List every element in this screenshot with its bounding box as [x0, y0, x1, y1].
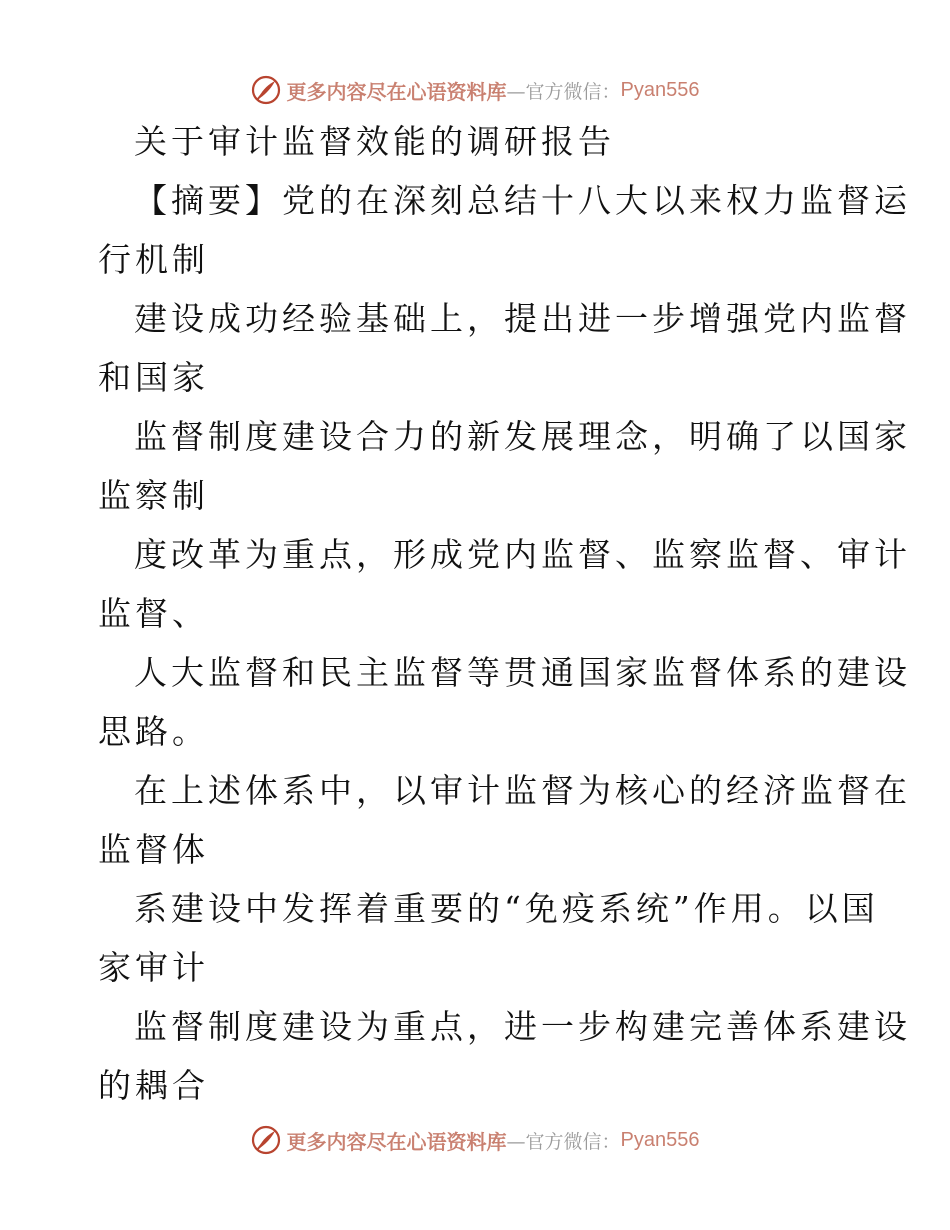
paragraph-line: 思路。 — [98, 712, 209, 751]
paragraph-line: 系建设中发挥着重要的“免疫系统”作用。以国 — [134, 889, 879, 928]
paragraph-line: 在上述体系中，以审计监督为核心的经济监督在 — [134, 771, 911, 810]
watermark-separator: —官方微信： — [506, 80, 621, 103]
paragraph-line: 监督、 — [98, 594, 209, 633]
paragraph-line: 的耦合 — [98, 1066, 209, 1105]
header-watermark — [0, 70, 950, 110]
paragraph-line: 【摘要】党的在深刻总结十八大以来权力监督运 — [134, 181, 911, 220]
paragraph-line: 监督制度建设合力的新发展理念，明确了以国家 — [134, 417, 911, 456]
paragraph-line: 家审计 — [98, 948, 209, 987]
feather-pen-logo-icon — [251, 1125, 281, 1155]
watermark-account: Pyan556 — [620, 78, 700, 101]
paragraph-line: 行机制 — [98, 240, 209, 279]
paragraph-line: 监察制 — [98, 476, 209, 515]
paragraph-line: 度改革为重点，形成党内监督、监察监督、审计 — [134, 535, 911, 574]
paragraph-line: 和国家 — [98, 358, 209, 397]
watermark-brand-text: 更多内容尽在心语资料库 — [286, 79, 507, 104]
paragraph-line: 监督体 — [98, 830, 209, 869]
watermark-account: Pyan556 — [620, 1128, 700, 1151]
paragraph-line: 人大监督和民主监督等贯通国家监督体系的建设 — [134, 653, 911, 692]
paragraph-line: 监督制度建设为重点，进一步构建完善体系建设 — [134, 1007, 911, 1046]
feather-pen-logo-icon — [251, 75, 281, 105]
watermark-separator: —官方微信： — [506, 1130, 621, 1153]
footer-watermark — [0, 1120, 950, 1160]
document-title: 关于审计监督效能的调研报告 — [134, 122, 615, 161]
watermark-brand-text: 更多内容尽在心语资料库 — [286, 1129, 507, 1154]
paragraph-line: 建设成功经验基础上，提出进一步增强党内监督 — [134, 299, 911, 338]
